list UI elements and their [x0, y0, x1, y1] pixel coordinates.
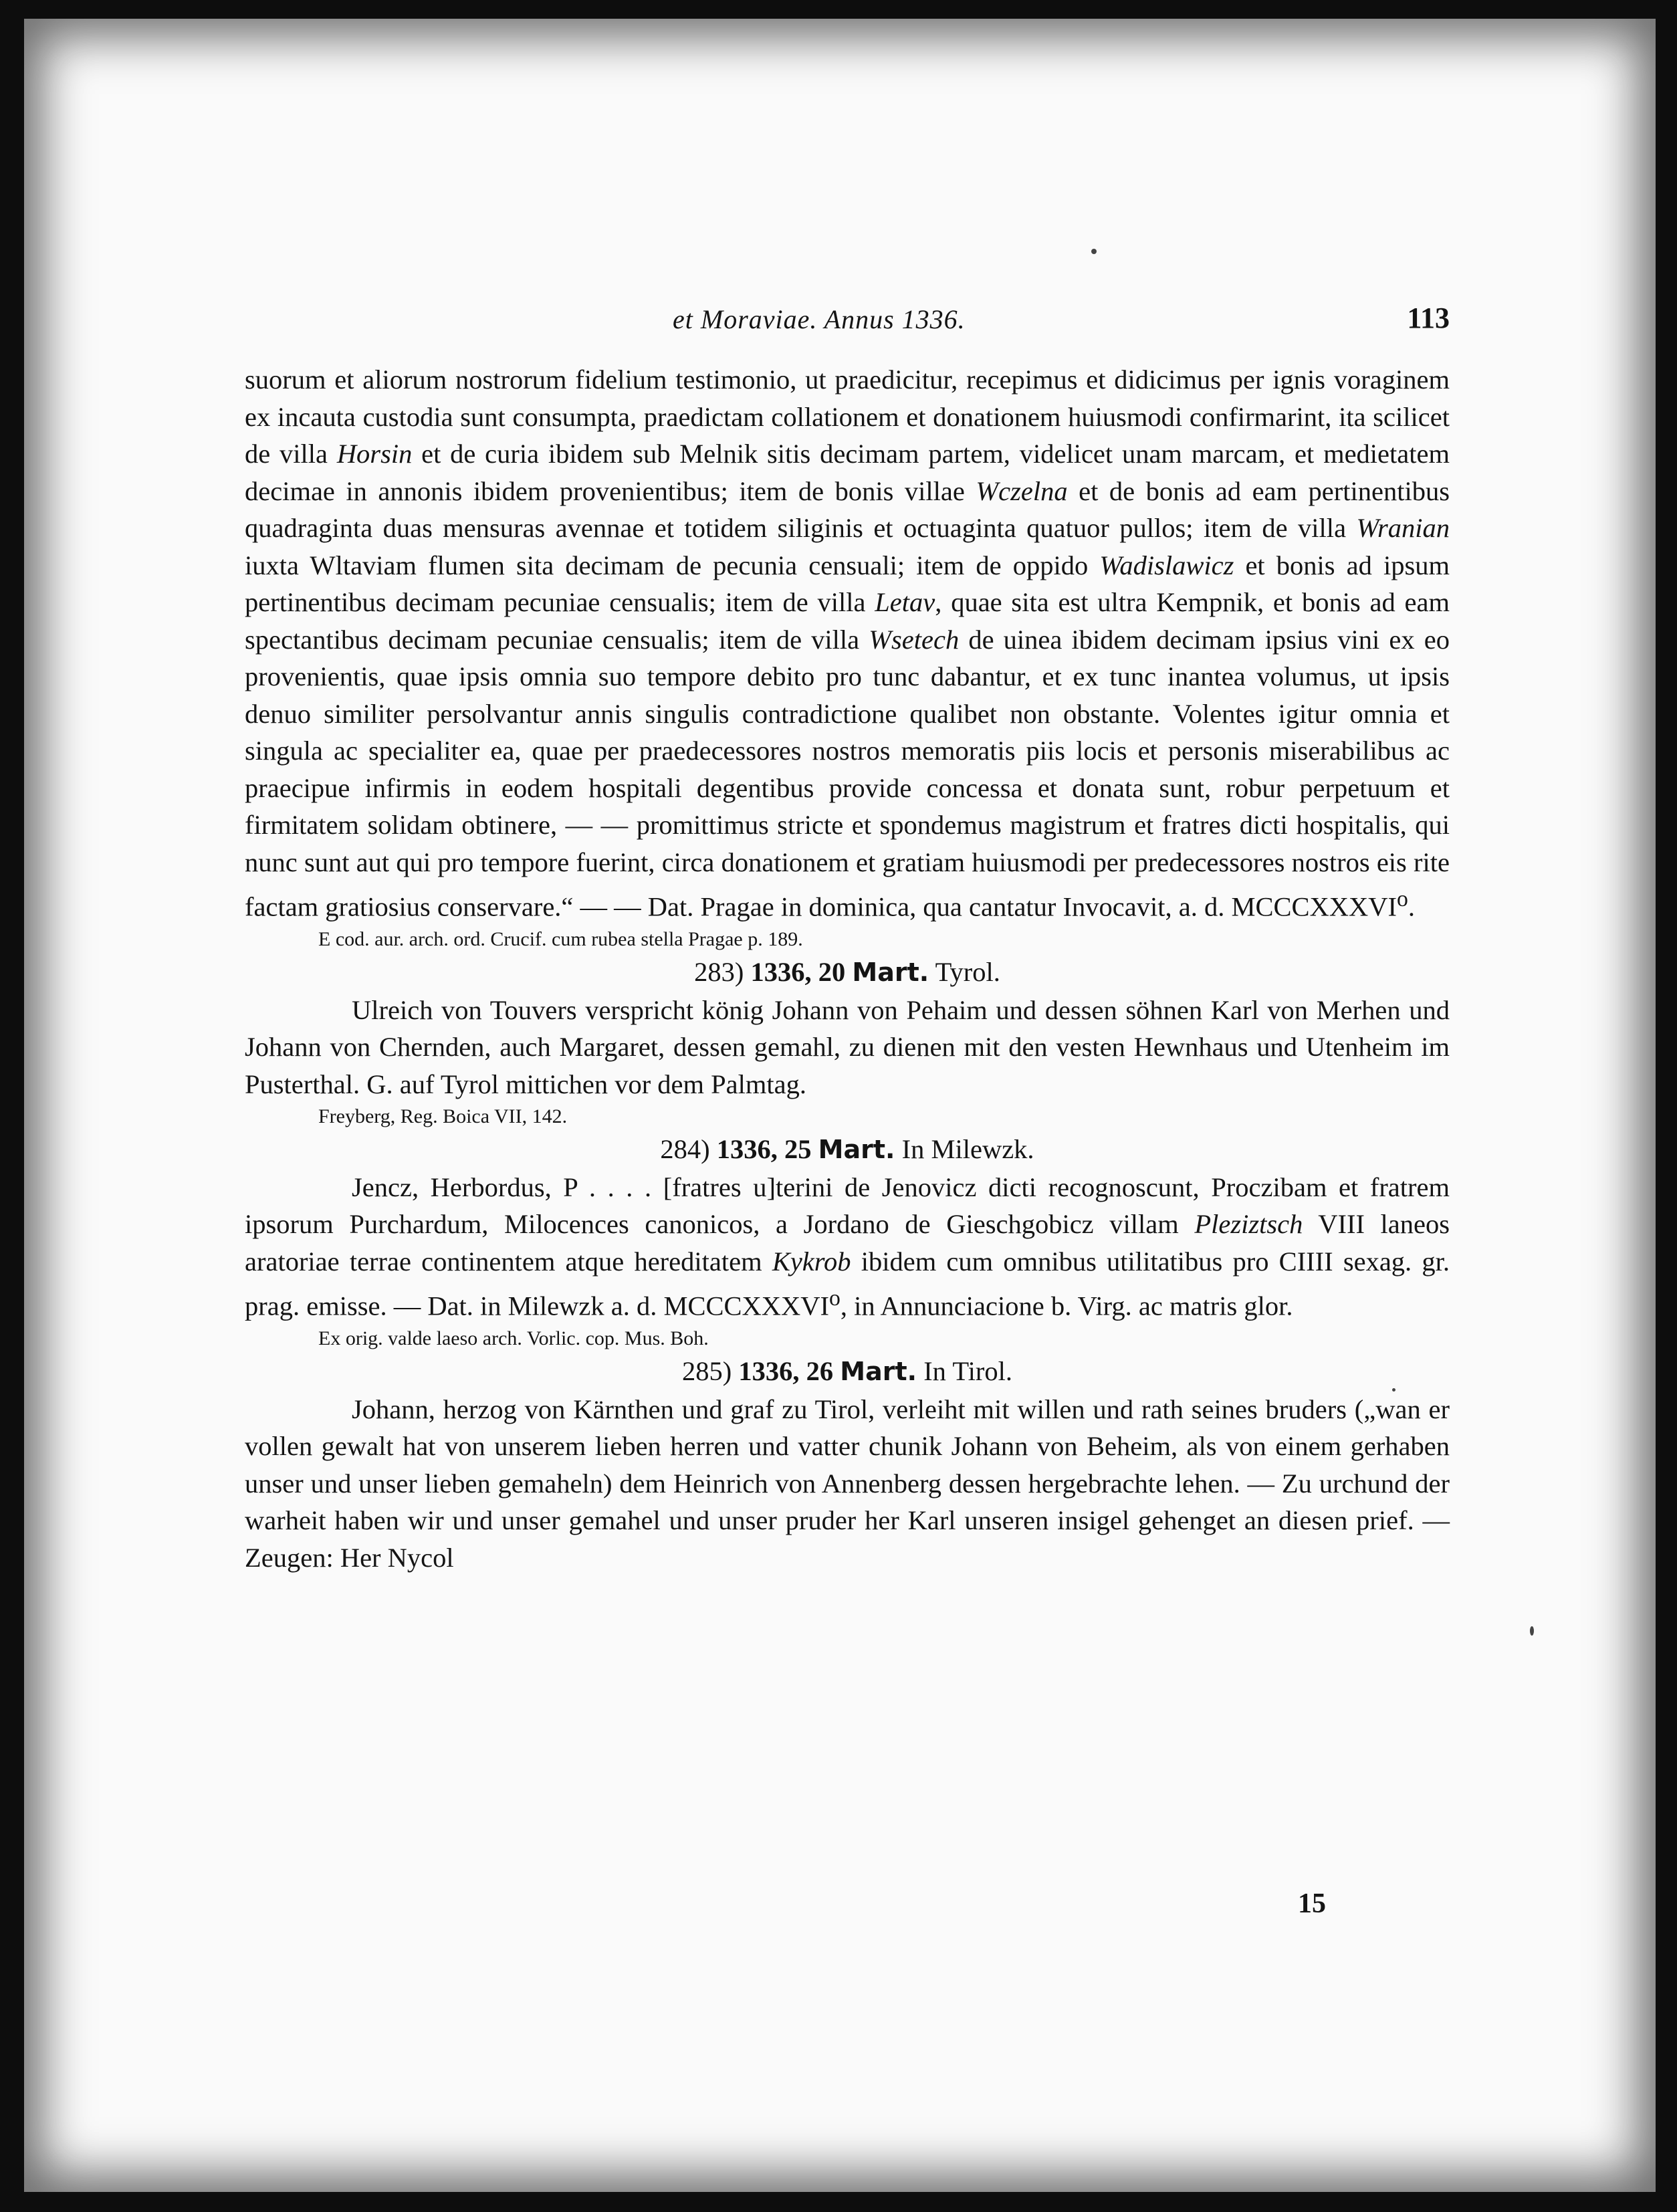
place-name: Wsetech	[869, 624, 960, 655]
running-title: et Moraviae. Annus 1336.	[673, 304, 966, 334]
entry-heading-283: 283) 1336, 20 Mart. Tyrol.	[694, 957, 1000, 987]
scan-speck	[1392, 1388, 1395, 1392]
signature-mark: 15	[1298, 1888, 1326, 1919]
scan-speck	[1091, 249, 1097, 254]
source-note: E cod. aur. arch. ord. Crucif. cum rubea stella Pragae p. 189.	[318, 928, 803, 950]
scanned-page	[24, 19, 1656, 2192]
entry-text-284: Jencz, Herbordus, P . . . . [fratres u]terini de Jenovicz dicti recognoscunt, Proczibam et fratrem ipsorum Purchardum, Milocences canonicos, a Jordano de Gieschgobicz villam Pleziztsch VIII laneos aratoriae terrae continentem atque hereditatem Kykrob ibidem cum omnibus utilitatibus pro CIIII sexag. gr. prag. emisse. — Dat. in Milewzk a. d. MCCCXXXVI$^o$, in Annunciacione b. Virg. ac matris glor.	[245, 1172, 1450, 1321]
entry-heading-284: 284) 1336, 25 Mart. In Milewzk.	[660, 1134, 1034, 1164]
page-number: 113	[1407, 302, 1450, 334]
place-name: Wranian	[1356, 513, 1450, 543]
page-body	[245, 361, 1450, 1576]
place-name: Wczelna	[976, 475, 1068, 506]
source-note: Freyberg, Reg. Boica VII, 142.	[318, 1105, 568, 1127]
entry-text-283: Ulreich von Touvers verspricht könig Johann von Pehaim und dessen söhnen Karl von Merhen und Johann von Chernden, auch Margaret, dessen gemahl, zu dienen mit den vesten Hewnhaus und Utenheim im Pusterthal. G. auf Tyrol mittichen vor dem Palmtag.	[245, 994, 1450, 1099]
scan-speck	[1530, 1626, 1534, 1636]
entry-text-285: Johann, herzog von Kärnthen und graf zu Tirol, verleiht mit willen und rath seines bruders („wan er vollen gewalt hat von unserem lieben herren und vatter chunik Johann von Beheim, als von einem gerhaben unser und unser lieben gemaheln) dem Heinrich von Annenberg dessen hergebrachte lehen. — Zu urchund der warheit haben wir und unser gemahel und unser pruder her Karl unseren insigel gehenget an diesen prief. — Zeugen: Her Nycol	[245, 1394, 1450, 1573]
page-header	[245, 298, 1450, 338]
entry-heading-285: 285) 1336, 26 Mart. In Tirol.	[682, 1356, 1012, 1386]
place-name: Letav	[875, 587, 935, 617]
source-note: Ex orig. valde laeso arch. Vorlic. cop. Mus. Boh.	[318, 1327, 709, 1349]
place-name: Horsin	[336, 439, 413, 469]
place-name: Kykrob	[772, 1246, 851, 1277]
place-name: Pleziztsch	[1194, 1209, 1303, 1239]
place-name: Wadislawicz	[1099, 550, 1234, 580]
continuation-paragraph: suorum et aliorum nostrorum fidelium testimonio, ut praedicitur, recepimus et didicimus per ignis voraginem ex incauta custodia sunt consumpta, praedictam collationem et donationem huiusmodi confirmarint, ita scilicet de villa Horsin et de curia ibidem sub Melnik sitis decimam partem, videlicet unam marcam, et medietatem decimae in annonis ibidem provenientibus; item de bonis villae Wczelna et de bonis ad eam pertinentibus quadraginta duas mensuras avennae et totidem siliginis et octuaginta quatuor pullos; item de villa Wranian iuxta Wltaviam flumen sita decimam de pecunia censuali; item de oppido Wadislawicz et bonis ad ipsum pertinentibus decimam pecuniae censualis; item de villa Letav, quae sita est ultra Kempnik, et bonis ad eam spectantibus decimam pecuniae censualis; item de villa Wsetech de uinea ibidem decimam ipsius vini ex eo provenientis, quae ipsis omnia suo tempore debito pro tunc dabantur, et ex tunc inantea volumus, ut ipsis denuo similiter persolvantur annis singulis contradictione qualibet non obstante. Volentes igitur omnia et singula ac specialiter ea, quae per praedecessores nostros memoratis piis locis et personis miserabilibus ac praecipue infirmis in eodem hospitali degentibus provide concessa et donata sunt, robur perpetuum et firmitatem solidam obtinere, — — promittimus stricte et spondemus magistrum et fratres dicti hospitalis, qui nunc sunt aut qui pro tempore fuerint, circa donationem et gratiam huiusmodi per predecessores nostros eis rite factam gratiosius conservare.“ — — Dat. Pragae in dominica, qua cantatur Invocavit, a. d. MCCCXXXVI$^o$.	[245, 364, 1450, 922]
